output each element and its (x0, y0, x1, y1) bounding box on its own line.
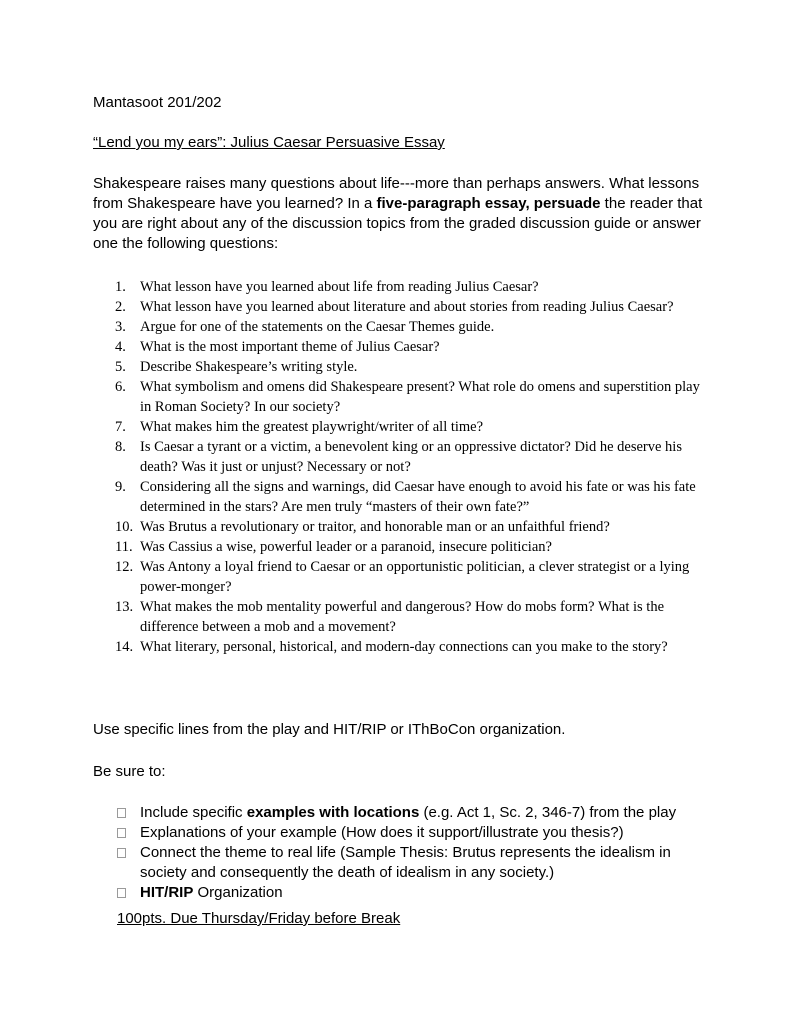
question-text: Is Caesar a tyrant or a victim, a benevolent king or an oppressive dictator? Did he deserve his death? Was it just or unjust? Necessary or not? (140, 439, 682, 475)
question-number: 14. (115, 639, 134, 655)
checklist-text: Explanations of your example (How does it support/illustrate you thesis?) (140, 824, 624, 841)
question-text: Considering all the signs and warnings, did Caesar have enough to avoid his fate or was his fate determined in the stars? Are men truly “masters of their own fate?” (140, 479, 696, 515)
question-text: What is the most important theme of Julius Caesar? (140, 339, 440, 355)
question-text: What symbolism and omens did Shakespeare present? What role do omens and superstition play in Roman Society? In our society? (140, 379, 700, 415)
question-text: What makes the mob mentality powerful and dangerous? How do mobs form? What is the difference between a mob and a movement? (140, 599, 665, 635)
question-text: Was Antony a loyal friend to Caesar or an opportunistic politician, a clever strategist or a lying power-monger? (140, 559, 690, 595)
question-number: 10. (115, 519, 134, 535)
intro-paragraph (93, 174, 713, 254)
question-item-9 (115, 477, 705, 517)
question-item-10 (115, 517, 705, 537)
question-item-4 (115, 337, 705, 357)
question-number: 6. (115, 379, 126, 395)
question-text: What makes him the greatest playwright/writer of all time? (140, 419, 484, 435)
question-number: 13. (115, 599, 134, 615)
question-number: 7. (115, 419, 126, 435)
checklist-item-organization (115, 883, 715, 903)
checklist-text-bold: HIT/RIP (140, 884, 194, 901)
checklist-text-bold: examples with locations (246, 804, 420, 821)
question-item-5 (115, 357, 705, 377)
question-text: What lesson have you learned about literature and about stories from reading Julius Caesar? (140, 299, 674, 315)
question-item-8 (115, 437, 705, 477)
question-number: 5. (115, 359, 126, 375)
question-item-6 (115, 377, 705, 417)
question-text: Argue for one of the statements on the Caesar Themes guide. (140, 319, 495, 335)
question-item-14 (115, 637, 705, 657)
checklist-text-pre: Include specific (140, 804, 247, 821)
question-text: Describe Shakespeare’s writing style. (140, 359, 358, 375)
be-sure-heading: Be sure to: (93, 763, 166, 780)
question-number: 1. (115, 279, 126, 295)
checklist-item-examples (115, 803, 715, 823)
question-item-7 (115, 417, 705, 437)
question-list (115, 277, 705, 657)
intro-text-part2: the reader that you are right about any of the discussion topics from the graded discussion guide or answer one the following questions: (93, 195, 703, 252)
intro-text-part1: Shakespeare raises many questions about life---more than perhaps answers. What lessons from Shakespeare have you learned? In a (93, 175, 700, 212)
checklist-text-post: (e.g. Act 1, Sc. 2, 346-7) from the play (419, 804, 677, 821)
question-number: 4. (115, 339, 126, 355)
question-item-12 (115, 557, 705, 597)
question-item-2 (115, 297, 705, 317)
question-text: What lesson have you learned about life from reading Julius Caesar? (140, 279, 539, 295)
question-text: What literary, personal, historical, and modern-day connections can you make to the story? (140, 639, 668, 655)
checkbox-icon (117, 808, 126, 818)
question-number: 2. (115, 299, 126, 315)
checklist-item-real-life (115, 843, 715, 883)
question-item-1 (115, 277, 705, 297)
intro-bold-phrase: five-paragraph essay, persuade (376, 195, 601, 212)
checklist-text: Connect the theme to real life (Sample Thesis: Brutus represents the idealism in society and consequently the death of idealism in any society.) (140, 844, 671, 881)
question-item-13 (115, 597, 705, 637)
checkbox-icon (117, 888, 126, 898)
checklist-item-explanations (115, 823, 715, 843)
question-text: Was Brutus a revolutionary or traitor, and honorable man or an unfaithful friend? (140, 519, 610, 535)
question-number: 11. (115, 539, 133, 555)
checklist-text-post: Organization (193, 884, 283, 901)
question-item-11 (115, 537, 705, 557)
question-number: 8. (115, 439, 126, 455)
checkbox-icon (117, 828, 126, 838)
question-number: 9. (115, 479, 126, 495)
question-text: Was Cassius a wise, powerful leader or a paranoid, insecure politician? (140, 539, 552, 555)
requirements-checklist (115, 803, 715, 903)
question-item-3 (115, 317, 705, 337)
checkbox-icon (117, 848, 126, 858)
question-number: 3. (115, 319, 126, 335)
course-heading: Mantasoot 201/202 (93, 94, 222, 111)
question-number: 12. (115, 559, 134, 575)
due-date-line: 100pts. Due Thursday/Friday before Break (117, 910, 401, 927)
assignment-title: “Lend you my ears”: Julius Caesar Persuasive Essay (93, 134, 445, 151)
organization-instruction: Use specific lines from the play and HIT/RIP or IThBoCon organization. (93, 721, 566, 738)
